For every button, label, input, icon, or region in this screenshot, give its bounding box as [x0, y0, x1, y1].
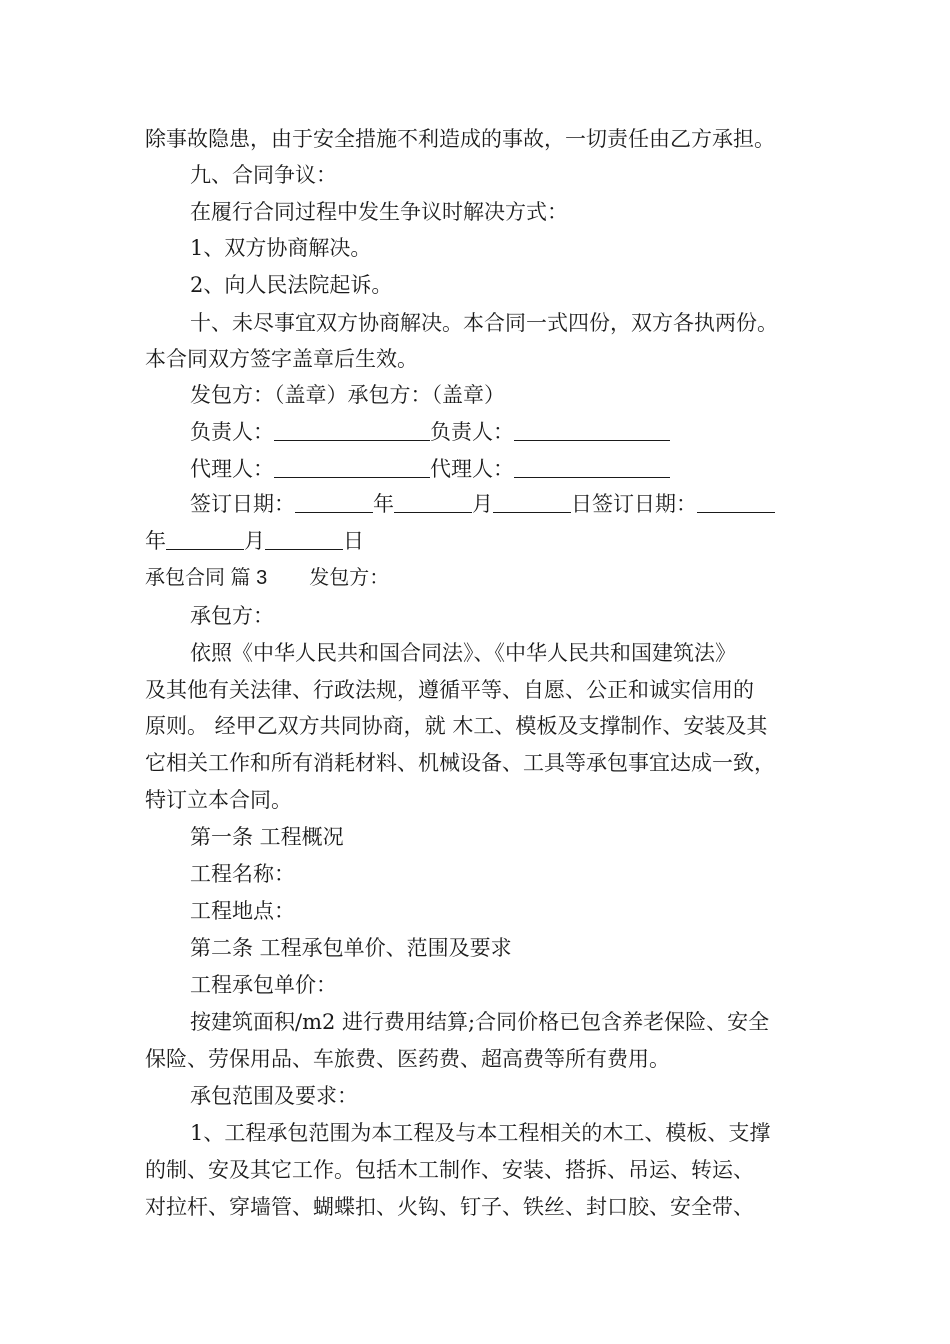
section-heading-dispute: 九、合同争议：: [190, 163, 337, 187]
month-label: 月: [244, 529, 265, 553]
agent-label-a: 代理人：: [190, 457, 274, 481]
responsible-label-b: 负责人：: [430, 420, 514, 444]
article-heading-1: 第一条 工程概况: [190, 825, 344, 849]
fill-blank: [514, 457, 670, 478]
day-sign-date-label: 日签订日期：: [571, 492, 697, 516]
paragraph-line: 的制、安及其它工作。包括木工制作、安装、搭拆、吊运、转运、: [145, 1158, 754, 1182]
section-heading-other: 十、未尽事宜双方协商解决。本合同一式四份，双方各执两份。: [190, 311, 778, 335]
contract-title: 承包合同 篇 3: [145, 567, 268, 589]
paragraph-line: 依照《中华人民共和国合同法》、《中华人民共和国建筑法》: [190, 641, 736, 665]
fill-blank: [274, 420, 430, 441]
paragraph-line: 特订立本合同。: [145, 788, 292, 812]
fill-blank: [295, 492, 373, 513]
agent-line: [190, 455, 670, 483]
paragraph-line: 对拉杆、穿墙管、蝴蝶扣、火钩、钉子、铁丝、封口胶、安全带、: [145, 1195, 754, 1219]
paragraph-line: 除事故隐患，由于安全措施不利造成的事故，一切责任由乙方承担。: [145, 127, 775, 151]
field-scope: 承包范围及要求：: [190, 1084, 358, 1108]
field-unit-price: 工程承包单价：: [190, 973, 337, 997]
fill-blank: [514, 420, 670, 441]
field-project-location: 工程地点：: [190, 899, 295, 923]
agent-label-b: 代理人：: [430, 457, 514, 481]
month-label: 月: [472, 492, 493, 516]
article-heading-2: 第二条 工程承包单价、范围及要求: [190, 936, 512, 960]
paragraph-line: 它相关工作和所有消耗材料、机械设备、工具等承包事宜达成一致，: [145, 751, 775, 775]
paragraph-line: 1、工程承包范围为本工程及与本工程相关的木工、模板、支撑: [190, 1121, 771, 1145]
employer-label: 发包方：: [309, 567, 390, 589]
field-project-name: 工程名称：: [190, 862, 295, 886]
contract-title-line: [145, 564, 389, 592]
sign-date-line: [190, 490, 775, 518]
fill-blank: [394, 492, 472, 513]
fill-blank: [493, 492, 571, 513]
paragraph-line: 保险、劳保用品、车旅费、医药费、超高费等所有费用。: [145, 1047, 670, 1071]
paragraph-line: 及其他有关法律、行政法规，遵循平等、自愿、公正和诚实信用的: [145, 678, 754, 702]
year-label: 年: [373, 492, 394, 516]
contractor-label: 承包方：: [190, 604, 274, 628]
responsible-label-a: 负责人：: [190, 420, 274, 444]
fill-blank: [274, 457, 430, 478]
fill-blank: [166, 529, 244, 550]
list-item: 1、双方协商解决。: [190, 236, 372, 260]
signature-seal-line: 发包方：（盖章）承包方：（盖章）: [190, 383, 505, 407]
paragraph-line: 按建筑面积/m2 进行费用结算;合同价格已包含养老保险、安全: [190, 1010, 770, 1034]
day-label: 日: [343, 529, 364, 553]
responsible-person-line: [190, 418, 670, 446]
paragraph-line: 本合同双方签字盖章后生效。: [145, 347, 418, 371]
paragraph-line: 在履行合同过程中发生争议时解决方式：: [190, 200, 568, 224]
sign-date-line-cont: [145, 527, 364, 555]
fill-blank: [697, 492, 775, 513]
fill-blank: [265, 529, 343, 550]
year-label: 年: [145, 529, 166, 553]
list-item: 2、向人民法院起诉。: [190, 273, 393, 297]
paragraph-line: 原则。 经甲乙双方共同协商，就 木工、模板及支撑制作、安装及其: [145, 714, 768, 738]
sign-date-label: 签订日期：: [190, 492, 295, 516]
